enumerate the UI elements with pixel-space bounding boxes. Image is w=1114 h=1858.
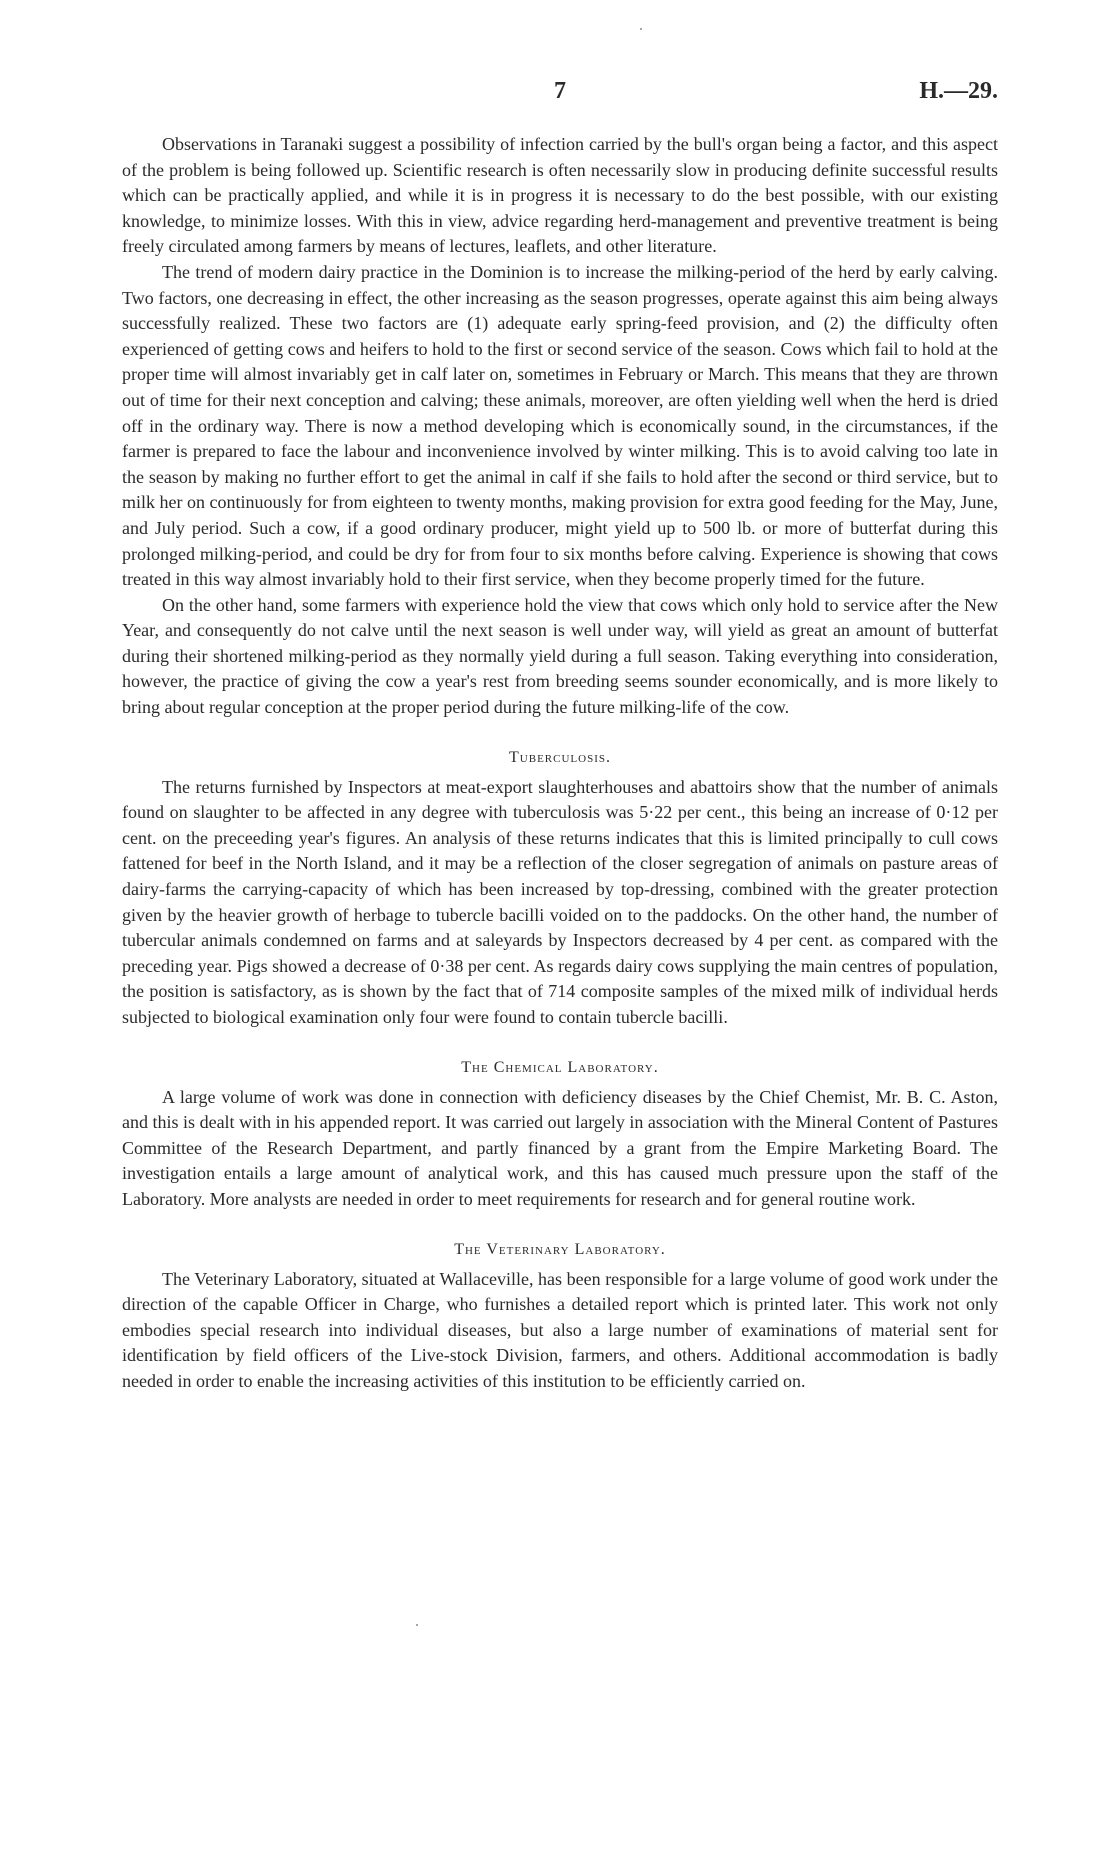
section-heading-veterinary-laboratory: The Veterinary Laboratory. bbox=[454, 1240, 666, 1258]
paragraph-dairy-practice: The trend of modern dairy practice in the Dominion is to increase the milking-period of the herd by early calving. Two factors, one decreasing in effect, the other increasing as the season progresses, operate against this aim being always successfully realized. These two factors are (1) adequate early spring-feed provision, and (2) the difficulty often experienced of getting cows and heifers to hold to the first or second service of the season. Cows which fail to hold at the proper time will almost invariably get in calf later on, sometimes in February or March. This means that they are thrown out of time for their next conception and calving; these animals, moreover, are often yielding well when the herd is dried off in the ordinary way. There is now a method developing which is economically sound, in the circumstances, if the farmer is prepared to face the labour and inconvenience involved by winter milking. This is to avoid calving too late in the season by making no further effort to get the animal in calf if she fails to hold after the second or third service, but to milk her on continuously for from eighteen to twenty months, making provision for extra good feeding for the May, June, and July period. Such a cow, if a good ordinary producer, might yield up to 500 lb. or more of butterfat during this prolonged milking-period, and could be dry for from four to six months before calving. Experience is showing that cows treated in this way almost invariably hold to their first service, when they become properly timed for the future. bbox=[122, 261, 998, 590]
paragraph-veterinary-laboratory: The Veterinary Laboratory, situated at Wallaceville, has been responsible for a large volume of good work under the direction of the capable Officer in Charge, who furnishes a detailed report which is printed later. This work not only embodies special research into individual diseases, but also a large number of examinations of material sent for identification by field officers of the Live-stock Division, farmers, and others. Additional accommodation is badly needed in order to enable the increasing activities of this institution to be efficiently carried on. bbox=[122, 1268, 998, 1391]
body-text bbox=[122, 132, 998, 1395]
paragraph-tuberculosis: The returns furnished by Inspectors at meat-export slaughterhouses and abattoirs show that the number of animals found on slaughter to be affected in any degree with tuberculosis was 5·22 per cent., this being an increase of 0·12 per cent. on the preceeding year's figures. An analysis of these returns indicates that this is limited principally to cull cows fattened for beef in the North Island, and it may be a reflection of the closer segregation of animals on pasture areas of dairy-farms the carrying-capacity of which has been increased by top-dressing, combined with the greater protection given by the heavier growth of herbage to tubercle bacilli voided on to the paddocks. On the other hand, the number of tubercular animals condemned on farms and at saleyards by Inspectors decreased by 4 per cent. as compared with the preceding year. Pigs showed a decrease of 0·38 per cent. As regards dairy cows supplying the main centres of population, the position is satisfactory, as is shown by the fact that of 714 composite samples of the mixed milk of individual herds subjected to biological examination only four were found to contain tubercle bacilli. bbox=[122, 776, 998, 1027]
scan-speck bbox=[640, 28, 642, 30]
scan-speck bbox=[416, 1624, 418, 1626]
paragraph-observations: Observations in Taranaki suggest a possibility of infection carried by the bull's organ being a factor, and this aspect of the problem is being followed up. Scientific research is often necessarily slow in producing definite successful results which can be practically applied, and while it is in progress it is necessary to do the best possible, with our existing knowledge, to minimize losses. With this in view, advice regarding herd-management and preventive treatment is being freely circulated among farmers by means of lectures, leaflets, and other literature. bbox=[122, 134, 998, 257]
paragraph-chemical-laboratory: A large volume of work was done in connection with deficiency diseases by the Chief Chemist, Mr. B. C. Aston, and this is dealt with in his appended report. It was carried out largely in association with the Mineral Content of Pastures Committee of the Research Department, and partly financed by a grant from the Empire Marketing Board. The investigation entails a large amount of analytical work, and this has caused much pressure upon the staff of the Laboratory. More analysts are needed in order to meet requirements for research and for general routine work. bbox=[122, 1086, 998, 1209]
paragraph-other-hand: On the other hand, some farmers with experience hold the view that cows which only hold to service after the New Year, and consequently do not calve until the next season is well under way, will yield as great an amount of butterfat during their shortened milking-period as they normally yield during a full season. Taking everything into consideration, however, the practice of giving the cow a year's rest from breeding seems sounder economically, and is more likely to bring about regular conception at the proper period during the future milking-life of the cow. bbox=[122, 594, 998, 718]
page-number: 7 bbox=[554, 78, 566, 104]
page-header bbox=[122, 78, 998, 110]
section-heading-chemical-laboratory: The Chemical Laboratory. bbox=[461, 1058, 659, 1076]
section-heading-tuberculosis: Tuberculosis. bbox=[509, 748, 611, 766]
document-code: H.—29. bbox=[919, 78, 998, 104]
